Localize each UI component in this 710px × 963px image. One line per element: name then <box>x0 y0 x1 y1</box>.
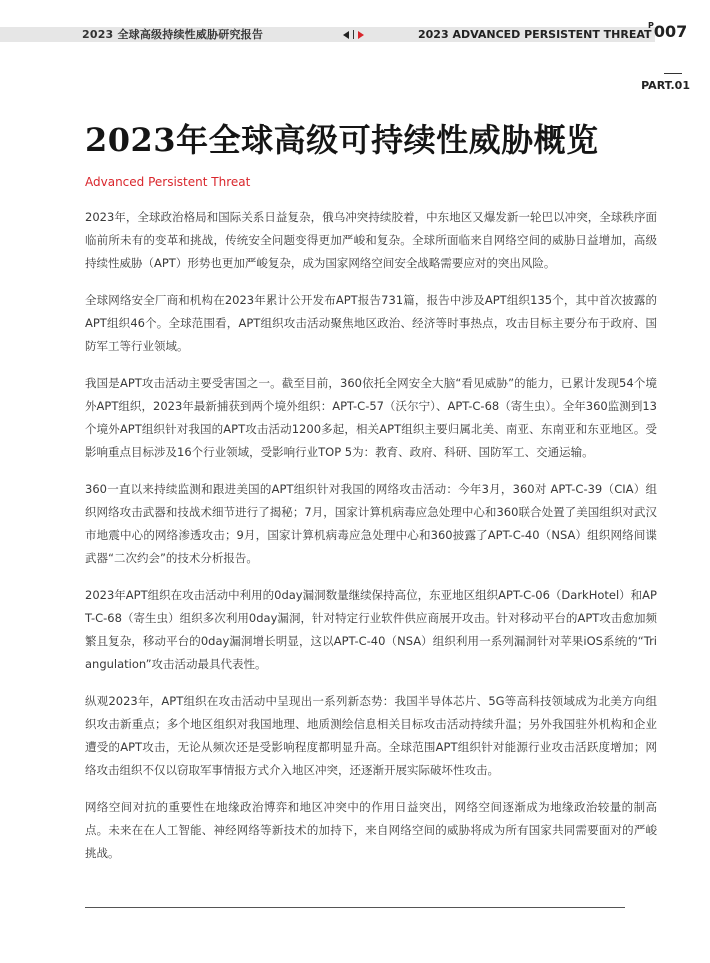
paragraph: 2023年，全球政治格局和国际关系日益复杂，俄乌冲突持续胶着，中东地区又爆发新一轮巴以冲突，全球秩序面临前所未有的变革和挑战，传统安全问题变得更加严峻和复杂。全球所面临来自网络空间的威胁日益增加，高级持续性威胁（APT）形势也更加严峻复杂，成为国家网络空间安全战略需要应对的突出风险。 <box>85 210 657 270</box>
triangle-right-icon[interactable] <box>358 31 364 39</box>
paragraph: 纵观2023年，APT组织在攻击活动中呈现出一系列新态势：我国半导体芯片、5G等高科技领域成为北美方向组织攻击新重点；多个地区组织对我国地理、地质测绘信息相关目标攻击活动持续升温；另外我国驻外机构和企业遭受的APT攻击，无论从频次还是受影响程度都明显升高。全球范围APT组织针对能源行业攻击活跃度增加；网络攻击组织不仅以窃取军事情报方式介入地区冲突，还逐渐开展实际破坏性攻击。 <box>85 694 657 777</box>
article-body <box>85 206 657 879</box>
page-number <box>648 22 687 41</box>
header-english-title: 2023 ADVANCED PERSISTENT THREAT <box>418 28 652 41</box>
page-nav <box>343 27 364 42</box>
part-label: PART.01 <box>641 79 690 92</box>
page-title: 2023年全球高级可持续性威胁概览 <box>85 121 599 159</box>
header-report-title: 2023 全球高级持续性威胁研究报告 <box>82 28 264 41</box>
bottom-rule <box>85 907 625 908</box>
paragraph: 我国是APT攻击活动主要受害国之一。截至目前，360依托全网安全大脑“看见威胁”的能力，已累计发现54个境外APT组织，2023年最新捕获到两个境外组织：APT-C-57（沃尔宁）、APT-C-68（寄生虫）。全年360监测到13个境外APT组织针对我国的APT攻击活动1200多起，相关APT组织主要归属北美、南亚、东南亚和东亚地区。受影响重点目标涉及16个行业领域，受影响行业TOP 5为：教育、政府、科研、国防军工、交通运输。 <box>85 376 657 459</box>
part-divider <box>664 73 682 74</box>
paragraph: 网络空间对抗的重要性在地缘政治博弈和地区冲突中的作用日益突出，网络空间逐渐成为地缘政治较量的制高点。未来在在人工智能、神经网络等新技术的加持下，来自网络空间的威胁将成为所有国家共同需要面对的严峻挑战。 <box>85 800 657 860</box>
nav-separator <box>353 30 354 39</box>
paragraph: 2023年APT组织在攻击活动中利用的0day漏洞数量继续保持高位，东亚地区组织APT-C-06（DarkHotel）和APT-C-68（寄生虫）组织多次利用0day漏洞，针对特定行业软件供应商展开攻击。针对移动平台的APT攻击愈加频繁且复杂，移动平台的0day漏洞增长明显，这以APT-C-40（NSA）组织利用一系列漏洞针对苹果iOS系统的“Triangulation”攻击活动最具代表性。 <box>85 588 657 671</box>
page-number-value: 007 <box>653 22 688 41</box>
page-prefix: P <box>648 21 654 30</box>
triangle-left-icon[interactable] <box>343 31 349 39</box>
paragraph: 全球网络安全厂商和机构在2023年累计公开发布APT报告731篇，报告中涉及APT组织135个，其中首次披露的APT组织46个。全球范围看，APT组织攻击活动聚焦地区政治、经济等时事热点，攻击目标主要分布于政府、国防军工等行业领域。 <box>85 293 657 353</box>
paragraph: 360一直以来持续监测和跟进美国的APT组织针对我国的网络攻击活动：今年3月，360对 APT-C-39（CIA）组织网络攻击武器和技战术细节进行了揭秘；7月，国家计算机病毒应急处理中心和360联合处置了美国组织对武汉市地震中心的网络渗透攻击；9月，国家计算机病毒应急处理中心和360披露了APT-C-40（NSA）组织网络间谍武器“二次约会”的技术分析报告。 <box>85 482 657 565</box>
page-subtitle: Advanced Persistent Threat <box>85 175 251 189</box>
